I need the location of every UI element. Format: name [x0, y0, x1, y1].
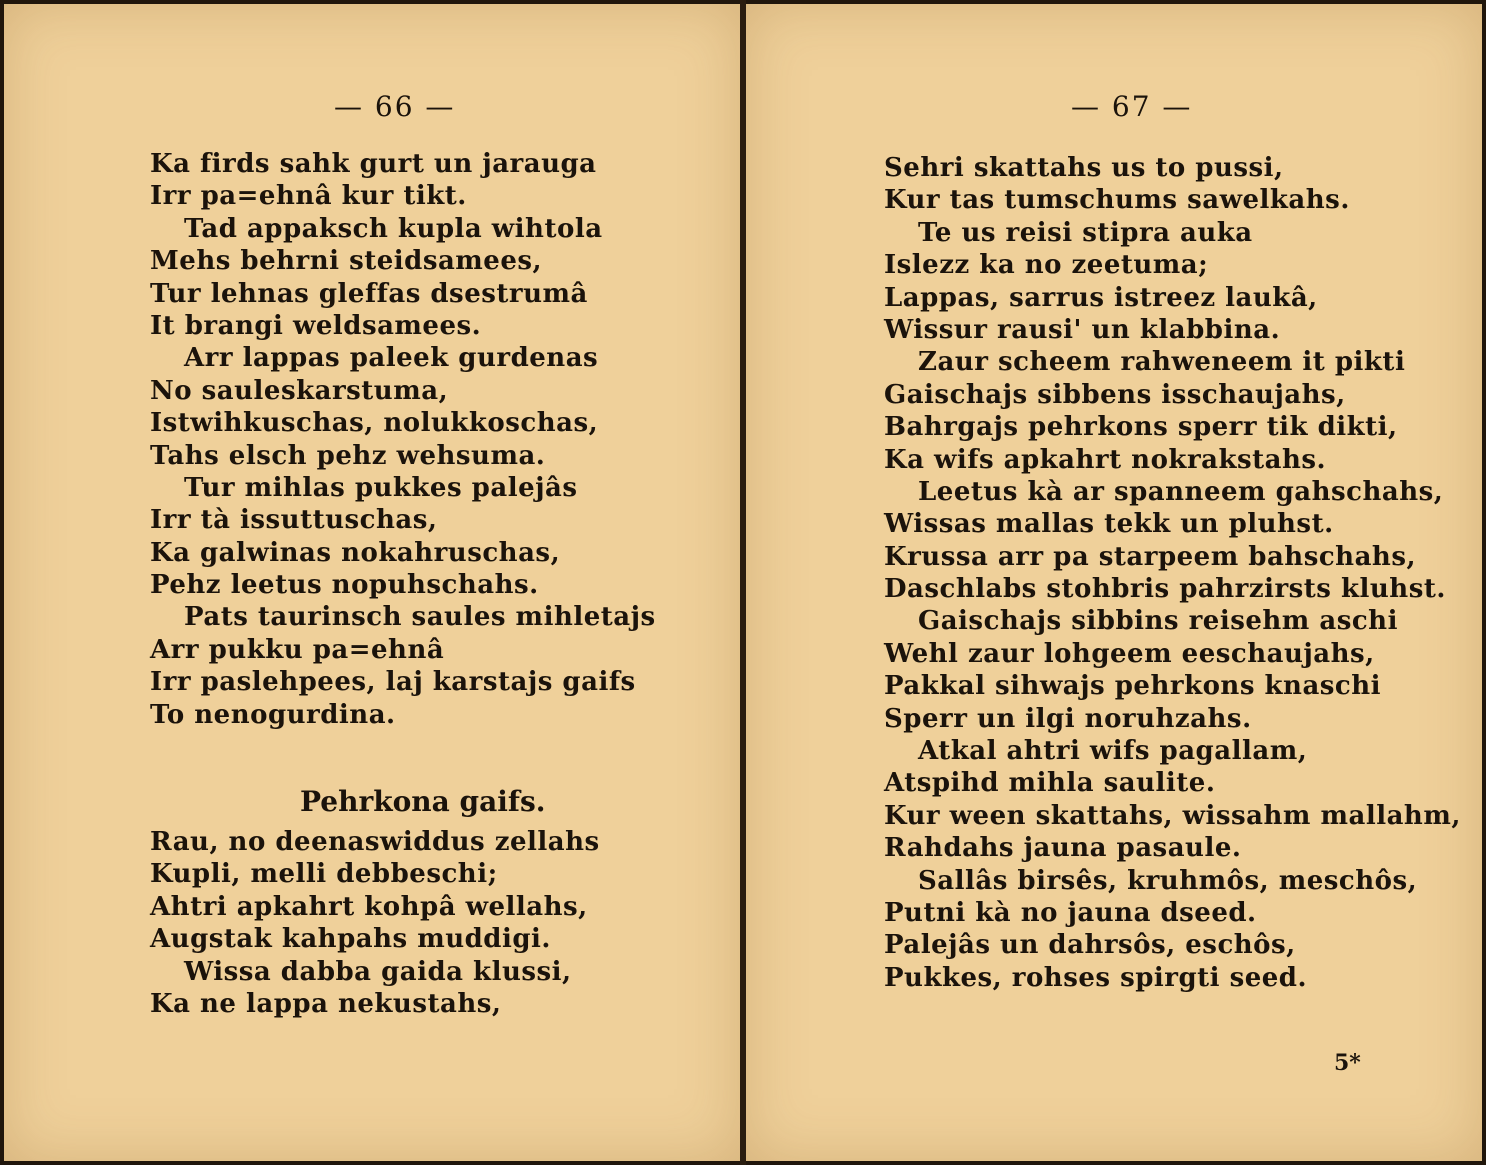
poem-line: Putni kà no jauna dseed.	[884, 897, 1257, 928]
poem-line: Tur mihlas pukkes palejâs	[184, 472, 578, 503]
page-number-left: — 66 —	[334, 90, 456, 123]
poem-line: Zaur scheem rahweneem it pikti	[918, 347, 1406, 378]
poem-line: Rau, no deenaswiddus zellahs	[150, 827, 600, 857]
poem-line: Pats taurinsch saules mihletajs	[184, 602, 656, 633]
poem-line: Tahs elsch pehz wehsuma.	[150, 440, 546, 471]
poem-line: Ka firds sahk gurt un jarauga	[150, 149, 597, 179]
poem-line: Gaischajs sibbens isschaujahs,	[884, 379, 1346, 410]
poem-line: Ka wifs apkahrt nokrakstahs.	[884, 444, 1327, 475]
poem-line: Sallâs birsês, kruhmôs, meschôs,	[918, 865, 1418, 896]
poem-line: Atkal ahtri wifs pagallam,	[918, 736, 1308, 767]
poem-line: Irr paslehpees, laj karstajs gaifs	[150, 667, 636, 698]
poem-heading: Pehrkona gaifs.	[300, 785, 546, 818]
poem-line: Irr pa=ehnâ kur tikt.	[150, 181, 467, 212]
poem-line: Pukkes, rohses spirgti seed.	[884, 962, 1308, 993]
signature-mark: 5*	[1334, 1050, 1361, 1076]
right-page	[746, 4, 1482, 1161]
poem-line: Augstak kahpahs muddigi.	[150, 924, 551, 955]
poem-line: To nenogurdina.	[150, 699, 396, 730]
poem-line: Kur ween skattahs, wissahm mallahm,	[884, 800, 1461, 831]
poem-line: Te us reisi stipra auka	[918, 217, 1253, 248]
poem-line: Ahtri apkahrt kohpâ wellahs,	[150, 891, 588, 922]
poem-line: Pehz leetus nopuhschahs.	[150, 570, 539, 601]
poem-line: Sehri skattahs us to pussi,	[884, 153, 1284, 183]
poem-line: Islezz ka no zeetuma;	[884, 250, 1209, 281]
poem-line: Bahrgajs pehrkons sperr tik dikti,	[884, 412, 1398, 443]
left-page	[4, 4, 740, 1161]
poem-line: Wehl zaur lohgeem eeschaujahs,	[884, 638, 1375, 669]
poem-line: Ka ne lappa nekustahs,	[150, 988, 502, 1019]
poem-line: Ka galwinas nokahruschas,	[150, 537, 561, 568]
poem-line: Rahdahs jauna pasaule.	[884, 833, 1242, 864]
poem-line: Irr tà issuttuschas,	[150, 505, 438, 536]
poem-line: Kupli, melli debbeschi;	[150, 859, 498, 890]
poem-line: Tad appaksch kupla wihtola	[184, 213, 603, 244]
poem-line: Sperr un ilgi noruhzahs.	[884, 703, 1252, 734]
poem-line: Wissas mallas tekk un pluhst.	[884, 509, 1334, 540]
poem-line: Wissa dabba gaida klussi,	[184, 956, 572, 987]
poem-line: Daschlabs stohbris pahrzirsts kluhst.	[884, 574, 1446, 605]
poem-line: Arr lappas paleek gurdenas	[184, 343, 599, 374]
poem-line: Krussa arr pa starpeem bahschahs,	[884, 541, 1417, 572]
poem-line: No sauleskarstuma,	[150, 375, 449, 406]
poem-line: Gaischajs sibbins reisehm aschi	[918, 606, 1398, 637]
poem-left-bottom	[150, 826, 600, 1020]
poem-line: Mehs behrni steidsamees,	[150, 246, 543, 277]
poem-right	[884, 152, 1461, 994]
poem-line: Leetus kà ar spanneem gahschahs,	[918, 476, 1444, 507]
poem-line: Kur tas tumschums sawelkahs.	[884, 185, 1350, 216]
poem-left-top	[150, 148, 656, 731]
poem-line: Lappas, sarrus istreez laukâ,	[884, 282, 1318, 313]
poem-line: Tur lehnas gleffas dsestrumâ	[150, 278, 588, 309]
poem-line: Istwihkuschas, nolukkoschas,	[150, 408, 599, 439]
poem-line: Arr pukku pa=ehnâ	[150, 634, 445, 665]
page-number-right: — 67 —	[1071, 90, 1193, 123]
poem-line: Palejâs un dahrsôs, eschôs,	[884, 930, 1296, 961]
poem-line: It brangi weldsamees.	[150, 310, 482, 341]
poem-line: Pakkal sihwajs pehrkons knaschi	[884, 671, 1382, 702]
poem-line: Atspihd mihla saulite.	[884, 768, 1216, 799]
poem-line: Wissur rausi' un klabbina.	[884, 314, 1281, 345]
